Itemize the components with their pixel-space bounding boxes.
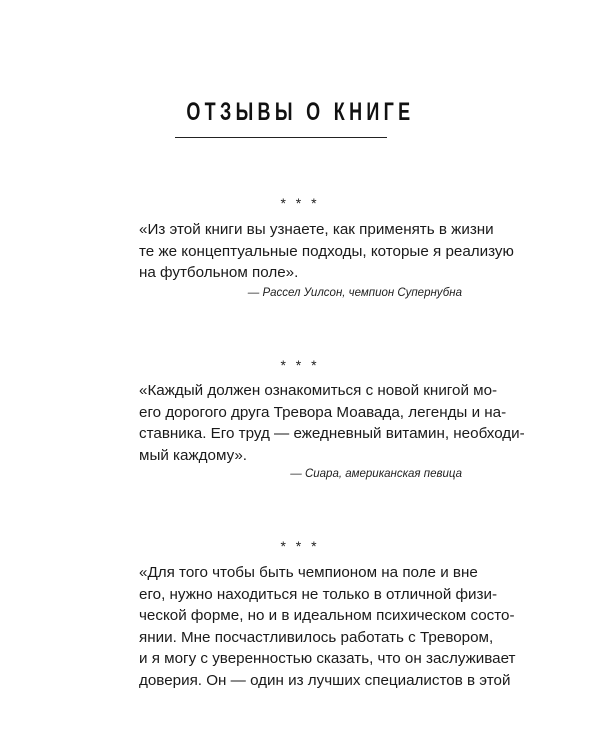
quote-line: доверия. Он — один из лучших специалистов в этой xyxy=(139,671,511,689)
quote-line: его дорогого друга Тревора Моавада, легенды и на- xyxy=(139,403,507,421)
quote-line: янии. Мне посчастливилось работать с Тревором, xyxy=(139,628,494,646)
page-title: ОТЗЫВЫ О КНИГЕ xyxy=(185,98,415,126)
quote-line: и я могу с уверенностью сказать, что он заслуживает xyxy=(139,650,516,667)
section-separator: * * * xyxy=(280,538,320,554)
section-separator: * * * xyxy=(280,357,320,373)
title-underline xyxy=(175,137,387,138)
review-quote xyxy=(139,219,514,284)
section-separator: * * * xyxy=(280,195,320,211)
quote-line: мый каждому». xyxy=(139,446,247,464)
quote-line: «Из этой книги вы узнаете, как применять в жизни xyxy=(139,221,494,238)
review-attribution: — Сиара, американская певица xyxy=(290,468,462,480)
quote-line: «Для того чтобы быть чемпионом на поле и вне xyxy=(139,564,478,581)
quote-line: те же концептуальные подходы, которые я реализую xyxy=(139,242,514,260)
review-attribution: — Рассел Уилсон, чемпион Супернубна xyxy=(247,287,462,299)
page-heading xyxy=(0,98,600,127)
review-quote xyxy=(139,562,516,691)
quote-line: ставника. Его труд — ежедневный витамин, необходи- xyxy=(139,425,525,442)
quote-line: ческой форме, но и в идеальном психическом состо- xyxy=(139,607,515,624)
quote-line: на футбольном поле». xyxy=(139,264,299,281)
review-quote xyxy=(139,380,525,466)
quote-line: «Каждый должен ознакомиться с новой книгой мо- xyxy=(139,382,498,399)
quote-line: его, нужно находиться не только в отличной физи- xyxy=(139,585,498,603)
